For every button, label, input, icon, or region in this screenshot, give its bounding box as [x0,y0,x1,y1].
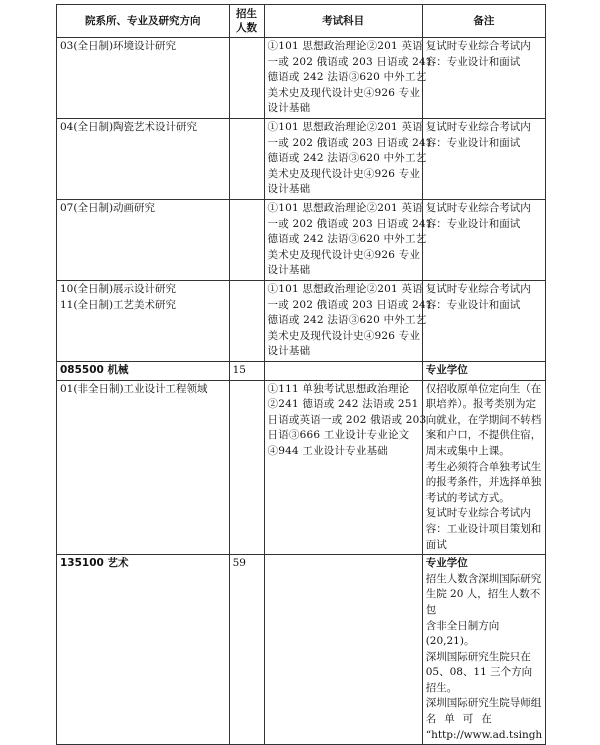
table-row [57,38,546,119]
subject-line: ①101 思想政治理论②201 英语 [267,40,423,52]
major-subjects-empty [264,362,422,381]
quota-cell [229,281,264,362]
major-name: 135100 艺术 [57,555,230,745]
subject-line: 日语③666 工业设计专业论文 [267,429,410,442]
subject-line: 一或 202 俄语或 203 日语或 241 [267,217,433,230]
direction-cell [57,281,230,362]
remark-line: 深圳国际研究生院导师组 [425,697,542,710]
subjects-cell [264,380,427,555]
direction-cell [57,380,230,555]
direction-name: 01(非全日制)工业设计工程领域 [60,382,208,395]
remark-line: 周末或集中上课。 [425,444,510,457]
subject-line: 德语或 242 法语③620 中外工艺 [267,233,427,246]
major-degree-type: 专业学位 [425,557,468,570]
major-quota: 59 [229,555,264,745]
remark-line: 容：专业设计和面试 [425,217,521,230]
subject-line: 设计基础 [267,264,311,277]
remark-line: 容：专业设计和面试 [425,55,521,68]
subject-line: 日语或英语一或 202 俄语或 203 [267,413,427,426]
remark-line: 招生人数含深圳国际研究 [425,572,542,585]
remarks-cell [422,38,545,119]
subjects-cell [264,119,433,200]
remark-line: 05、08、11 三个方向招生。 [425,666,533,694]
remarks-cell [422,200,545,281]
header-subjects: 考试科目 [264,5,422,38]
remark-line: 复试时专业综合考试内 [425,283,531,295]
direction-name: 07(全日制)动画研究 [60,202,156,214]
remark-line: 案和户口，不提供住宿， [425,429,542,442]
subject-line: 美术史及现代设计史④926 专业 [267,86,421,99]
subject-line: 一或 202 俄语或 203 日语或 241 [267,55,433,68]
subject-line: 设计基础 [267,183,311,196]
major-row [57,362,546,381]
remark-line: 向就业，在学期间不转档 [425,413,542,426]
remark-line: 仅招收原单位定向生（在 [425,382,542,395]
subjects-cell [264,38,433,119]
subject-line: ①101 思想政治理论②201 英语 [267,202,423,214]
remark-line: 生院 20 人，招生人数不包 [425,588,541,616]
subject-line: 德语或 242 法语③620 中外工艺 [267,71,427,84]
major-subjects-empty [264,555,422,745]
remark-line: 容：专业设计和面试 [425,136,521,149]
remarks-cell [422,281,545,362]
subject-line: 德语或 242 法语③620 中外工艺 [267,314,427,327]
remark-line: 复试时专业综合考试内 [425,507,531,520]
subject-line: 一或 202 俄语或 203 日语或 241 [267,298,433,311]
direction-cell [57,200,230,281]
major-name: 085500 机械 [57,362,230,381]
remark-line: 含非全日制方向(20,21)。 [425,619,500,648]
major-degree-type: 专业学位 [422,362,545,381]
remark-line: 复试时专业综合考试内 [425,40,531,52]
admissions-table [56,4,546,745]
header-quota [229,5,264,38]
remarks-cell [422,555,545,745]
remarks-cell [422,380,545,555]
subject-line: ①101 思想政治理论②201 英语 [267,121,423,133]
remark-line: 容：专业设计和面试 [425,298,521,311]
table-row [57,119,546,200]
direction-name: 11(全日制)工艺美术研究 [60,298,177,311]
subject-line: ④944 工业设计专业基础 [267,444,388,457]
remark-line: 职培养）。报考类别为定 [425,398,536,411]
table-header-row [57,5,546,38]
table-row [57,200,546,281]
subject-line: ①111 单独考试思想政治理论 [267,382,410,395]
remark-line: “http://www.ad.tsingh [425,728,542,741]
subject-line: ①101 思想政治理论②201 英语 [267,283,423,295]
quota-cell [229,119,264,200]
subject-line: ②241 德语或 242 法语或 251 [267,398,419,411]
header-quota-text: 招生人数 [236,8,258,34]
direction-name: 03(全日制)环境设计研究 [60,40,177,52]
quota-cell [229,38,264,119]
remarks-cell [422,119,545,200]
direction-name: 10(全日制)展示设计研究 [60,283,177,295]
quota-cell [229,380,264,555]
subject-line: 设计基础 [267,345,311,358]
table-row [57,380,546,555]
subjects-cell [264,281,433,362]
remark-line: 的报考条件，并选择单独 [425,476,542,489]
remark-line: 名单可在 [425,713,500,726]
remark-line: 考试的考试方式。 [425,491,510,504]
quota-cell [229,200,264,281]
direction-cell [57,38,230,119]
subject-line: 设计基础 [267,102,311,115]
subjects-cell [264,200,433,281]
major-row [57,555,546,745]
subject-line: 德语或 242 法语③620 中外工艺 [267,152,427,165]
remark-line: 深圳国际研究生院只在 [425,650,531,663]
remark-line: 考生必须符合单独考试生 [425,460,542,473]
remark-line: 容：工业设计项目策划和 [425,522,542,535]
subject-line: 美术史及现代设计史④926 专业 [267,248,421,261]
remark-line: 面试 [425,538,447,551]
direction-cell [57,119,230,200]
header-dept: 院系所、专业及研究方向 [57,5,230,38]
direction-name: 04(全日制)陶瓷艺术设计研究 [60,121,198,133]
subject-line: 美术史及现代设计史④926 专业 [267,329,421,342]
subject-line: 美术史及现代设计史④926 专业 [267,167,421,180]
remark-line: 复试时专业综合考试内 [425,202,531,214]
subject-line: 一或 202 俄语或 203 日语或 241 [267,136,433,149]
header-remarks: 备注 [422,5,545,38]
remark-line: 复试时专业综合考试内 [425,121,531,133]
major-quota: 15 [229,362,264,381]
table-row [57,281,546,362]
